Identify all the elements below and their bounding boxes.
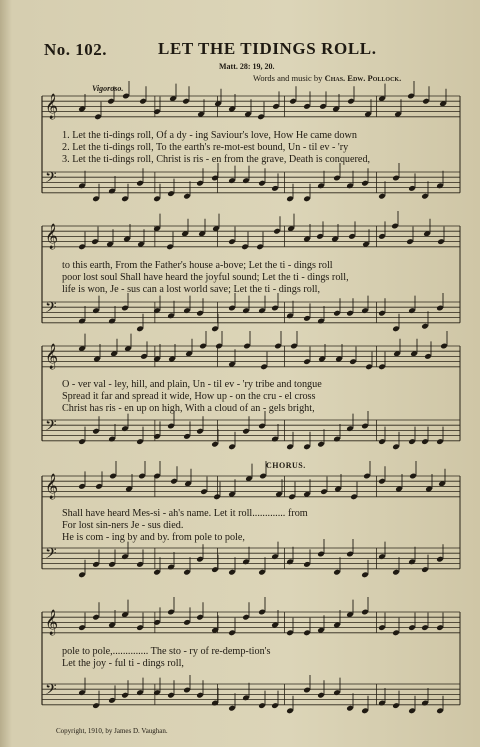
composer-name: Chas. Edw. Pollock. — [324, 73, 402, 83]
copyright-notice: Copyright, 1910, by James D. Vaughan. — [56, 727, 168, 735]
chorus-label: CHORUS. — [266, 461, 306, 470]
treble-clef-icon: 𝄞 — [45, 94, 59, 119]
bass-clef-icon: 𝄢 — [45, 169, 57, 190]
treble-clef-icon: 𝄞 — [45, 344, 59, 369]
lyric-line: pole to pole,.............. The sto - ry of re-demp-tion's — [62, 646, 271, 657]
lyric-line: 1. Let the ti-dings roll, Of a dy - ing Saviour's love, How He came down — [62, 130, 357, 141]
lyric-line: Christ has ris - en up on high, With a cloud of an - gels bright, — [62, 403, 315, 414]
bass-clef-icon: 𝄢 — [45, 681, 57, 702]
lyric-line: 2. Let the ti-dings roll, To the earth's re-mot-est bound, Un - til ev - 'ry — [62, 142, 349, 153]
bass-clef-icon: 𝄢 — [45, 545, 57, 566]
lyric-line: He is com - ing by and by. from pole to pole, — [62, 532, 245, 543]
bass-clef-icon: 𝄢 — [45, 417, 57, 438]
lyric-line: Shall have heard Mes-si - ah's name. Let it roll............. from — [62, 508, 308, 519]
scripture-reference: Matt. 28: 19, 20. — [219, 62, 275, 71]
treble-clef-icon: 𝄞 — [45, 224, 59, 249]
lyric-line: Let the joy - ful ti - dings roll, — [62, 658, 184, 669]
lyric-line: For lost sin-ners Je - sus died. — [62, 520, 184, 531]
lyric-line: to this earth, From the Father's house a-bove; Let the ti - dings roll — [62, 260, 333, 271]
lyric-line: Spread it far and spread it wide, How up - on the cru - el cross — [62, 391, 316, 402]
credit-prefix: Words and music by — [253, 73, 323, 83]
lyric-line: O - ver val - ley, hill, and plain, Un - til ev - 'ry tribe and tongue — [62, 379, 322, 390]
hymn-number: No. 102. — [44, 40, 108, 59]
treble-clef-icon: 𝄞 — [45, 610, 59, 635]
tempo-marking: Vigoroso. — [92, 84, 124, 93]
bass-clef-icon: 𝄢 — [45, 299, 57, 320]
treble-clef-icon: 𝄞 — [45, 474, 59, 499]
lyric-line: 3. Let the ti-dings roll, Christ is ris - en from the grave, Death is conquered, — [62, 154, 371, 165]
lyric-line: poor lost soul Shall have heard the joyful sound; Let the ti - dings roll, — [62, 272, 349, 283]
hymn-title: LET THE TIDINGS ROLL. — [158, 39, 377, 58]
lyric-line: life is won, Je - sus can a lost world save; Let the ti - dings roll, — [62, 284, 321, 295]
